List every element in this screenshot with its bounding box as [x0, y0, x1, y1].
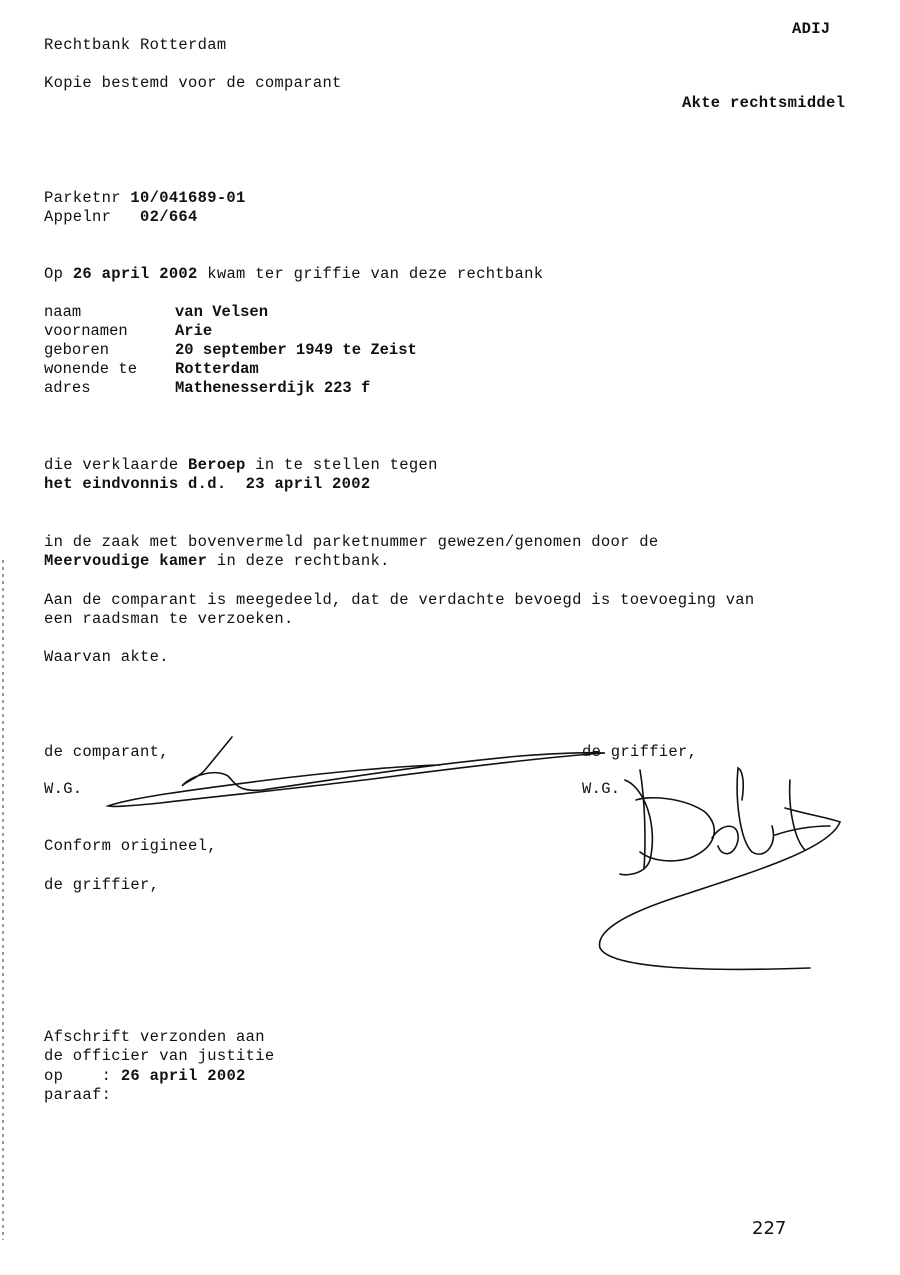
label-voornamen: voornamen — [44, 322, 128, 340]
copy-note: Kopie bestemd voor de comparant — [44, 74, 342, 92]
case-text-line-1: in de zaak met bovenvermeld parketnummer gewezen/genomen door de — [44, 533, 659, 551]
signature-label-comparant: de comparant, — [44, 743, 169, 761]
intro-date: 26 april 2002 — [72, 265, 198, 283]
wg-griffier: W.G. — [582, 780, 621, 798]
declaration-text-2: in te stellen tegen — [255, 456, 438, 474]
chamber-rest: in deze rechtbank. — [216, 552, 390, 570]
value-geboren: 20 september 1949 te Zeist — [175, 341, 417, 359]
verdict-label: het eindvonnis d.d. — [44, 475, 227, 493]
afschrift-paraaf: paraaf: — [44, 1086, 112, 1104]
office-code: ADIJ — [792, 20, 831, 38]
conform-line-2: de griffier, — [44, 876, 160, 894]
griffier-signature-arc — [620, 780, 652, 875]
court-name: Rechtbank Rotterdam — [44, 36, 227, 54]
comparant-signature — [108, 737, 605, 806]
page-number: 227 — [752, 1218, 787, 1239]
declaration-beroep: Beroep — [188, 456, 246, 474]
afschrift-op-label: op : — [44, 1067, 112, 1085]
closing-statement: Waarvan akte. — [44, 648, 169, 666]
afschrift-line-1: Afschrift verzonden aan — [44, 1028, 265, 1046]
griffier-signature — [600, 768, 840, 969]
appel-label: Appelnr — [44, 208, 112, 226]
afschrift-date: 26 april 2002 — [120, 1067, 246, 1085]
label-adres: adres — [44, 379, 91, 397]
intro-rest: kwam ter griffie van deze rechtbank — [207, 265, 544, 283]
parket-label: Parketnr — [44, 189, 121, 207]
intro-op: Op — [44, 265, 64, 283]
notice-line-2: een raadsman te verzoeken. — [44, 610, 294, 628]
label-geboren: geboren — [44, 341, 110, 359]
document-type: Akte rechtsmiddel — [682, 94, 846, 112]
value-adres: Mathenesserdijk 223 f — [175, 379, 371, 397]
notice-line-1: Aan de comparant is meegedeeld, dat de verdachte bevoegd is toevoeging van — [44, 591, 755, 609]
verdict-date: 23 april 2002 — [245, 475, 371, 493]
afschrift-op-row — [44, 1067, 246, 1086]
label-naam: naam — [44, 303, 82, 321]
declaration-text: die verklaarde — [44, 456, 179, 474]
conform-line-1: Conform origineel, — [44, 837, 217, 855]
signature-label-griffier: de griffier, — [582, 743, 698, 761]
page-number-mark — [752, 1218, 786, 1239]
value-wonende: Rotterdam — [175, 360, 259, 378]
chamber-name: Meervoudige kamer — [44, 552, 208, 570]
value-voornamen: Arie — [175, 322, 213, 340]
label-wonende: wonende te — [44, 360, 138, 378]
wg-comparant: W.G. — [44, 780, 83, 798]
appel-value: 02/664 — [140, 208, 198, 226]
parket-value: 10/041689-01 — [130, 189, 246, 207]
afschrift-line-2: de officier van justitie — [44, 1047, 275, 1065]
value-naam: van Velsen — [175, 303, 269, 321]
